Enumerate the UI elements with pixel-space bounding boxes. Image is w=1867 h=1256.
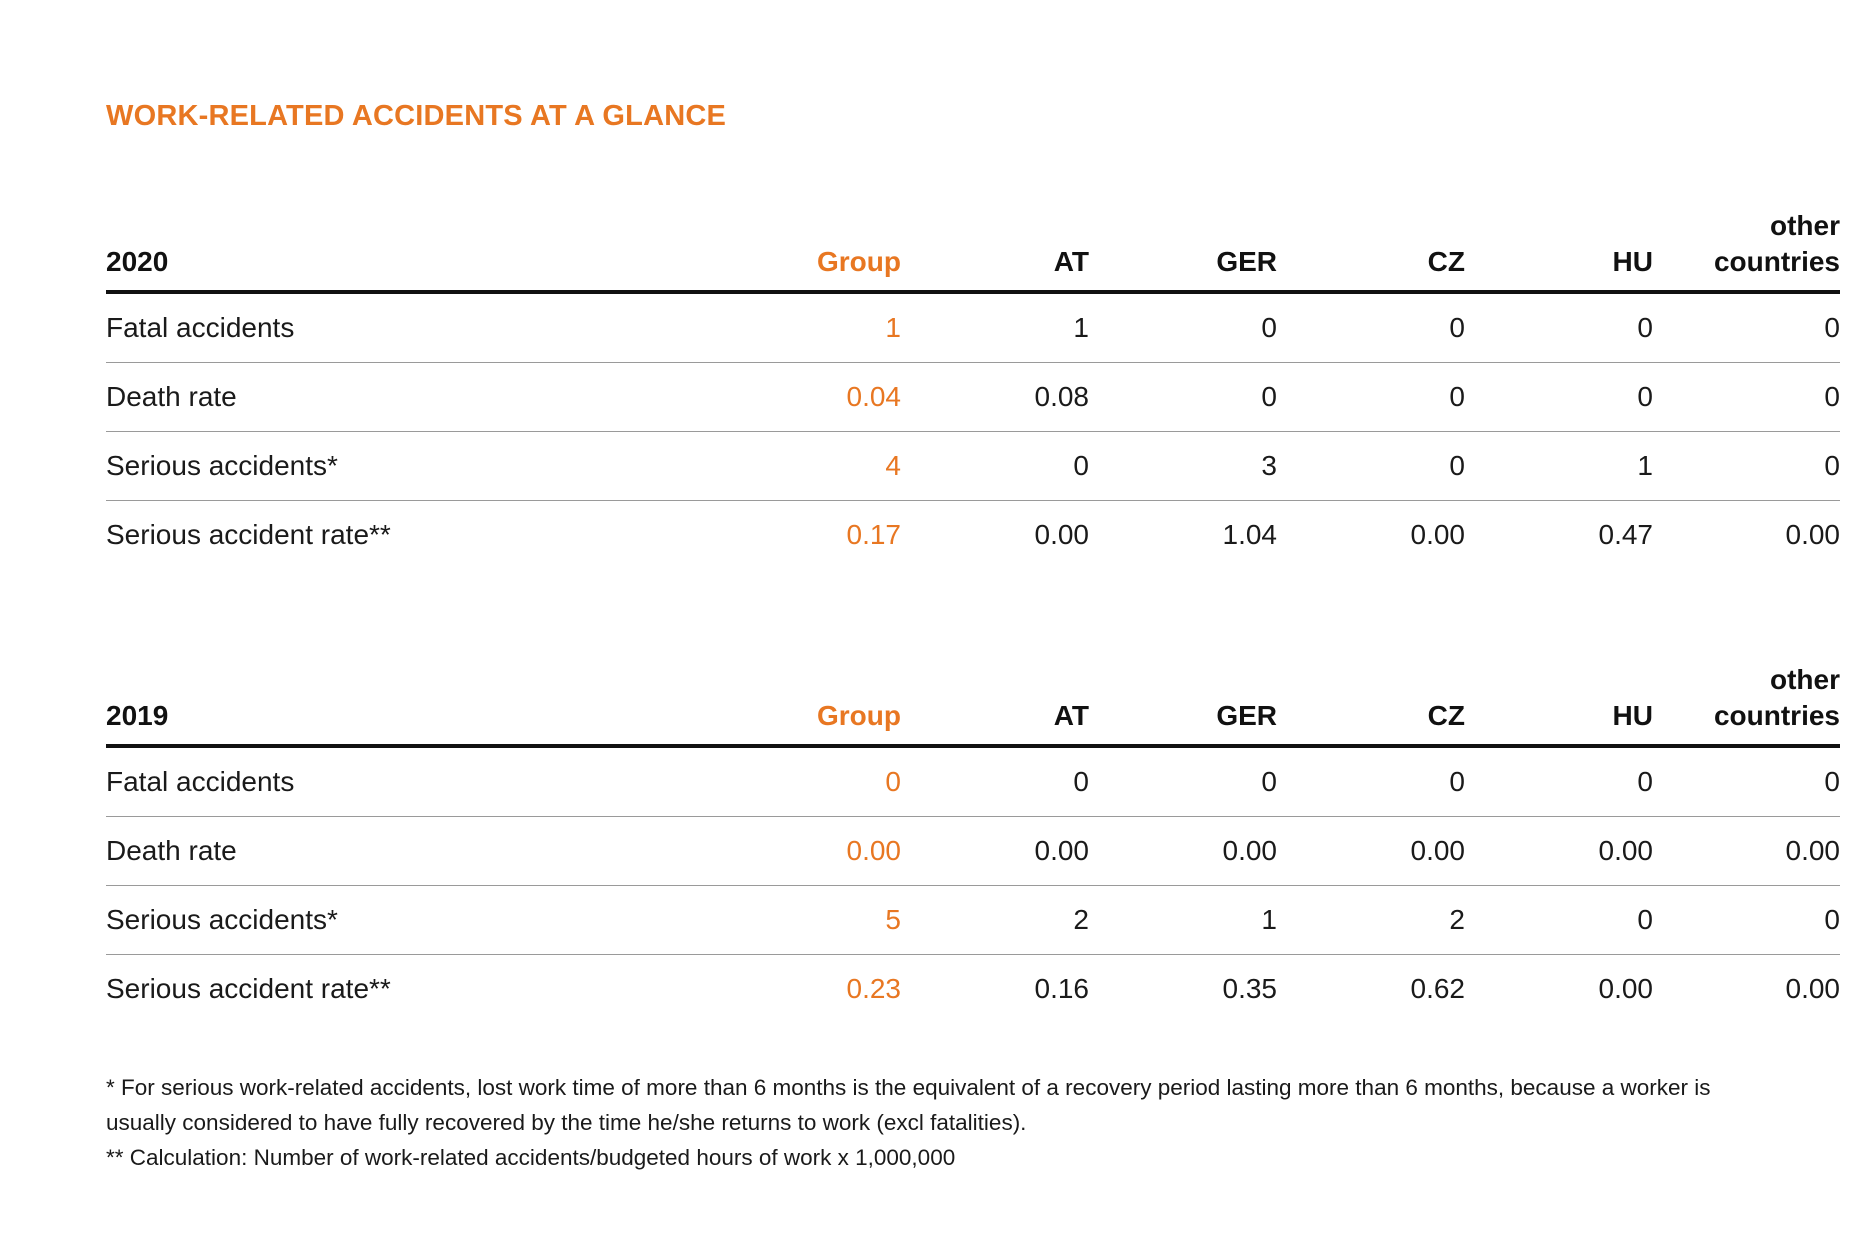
column-header-cz: CZ <box>1277 662 1465 746</box>
cell-at: 0 <box>901 432 1089 501</box>
cell-at: 2 <box>901 886 1089 955</box>
cell-other-countries: 0.00 <box>1653 817 1840 886</box>
cell-hu: 0.00 <box>1465 817 1653 886</box>
cell-group: 5 <box>726 886 901 955</box>
cell-hu: 1 <box>1465 432 1653 501</box>
cell-cz: 0 <box>1277 363 1465 432</box>
cell-ger: 0 <box>1089 746 1277 817</box>
row-label: Death rate <box>106 363 726 432</box>
cell-at: 0.00 <box>1034 519 1089 550</box>
cell-ger: 0.35 <box>1222 973 1277 1004</box>
cell-group: 0 <box>726 746 901 817</box>
table-header-row <box>106 662 1840 746</box>
cell-cz: 2 <box>1277 886 1465 955</box>
column-header-ger: GER <box>1089 208 1277 292</box>
table-row <box>106 432 1840 501</box>
cell-group: 4 <box>726 432 901 501</box>
cell-other-countries: 0 <box>1653 292 1840 363</box>
cell-ger: 1 <box>1089 886 1277 955</box>
column-header-hu: HU <box>1465 662 1653 746</box>
accidents-table-2019 <box>106 662 1840 1023</box>
column-header-at: AT <box>901 662 1089 746</box>
table-row <box>106 363 1840 432</box>
cell-group: 0.17 <box>846 519 901 550</box>
cell-at: 0.00 <box>901 817 1089 886</box>
cell-other-countries: 0.00 <box>1785 519 1840 550</box>
cell-other-countries: 0 <box>1653 363 1840 432</box>
row-label: Serious accidents* <box>106 432 726 501</box>
column-header-hu: HU <box>1465 208 1653 292</box>
cell-hu: 0 <box>1465 363 1653 432</box>
cell-at: 0.16 <box>1034 973 1089 1004</box>
cell-cz: 0 <box>1277 292 1465 363</box>
column-header-group: Group <box>726 662 901 746</box>
column-header-ger: GER <box>1089 662 1277 746</box>
footnotes <box>106 1070 1776 1175</box>
cell-at: 0.08 <box>901 363 1089 432</box>
footnote-calculation: ** Calculation: Number of work-related accidents/budgeted hours of work x 1,000,000 <box>106 1145 956 1170</box>
row-label: Serious accident rate** <box>106 973 391 1004</box>
table-row <box>106 817 1840 886</box>
cell-hu: 0.00 <box>1598 973 1653 1004</box>
cell-hu: 0 <box>1465 292 1653 363</box>
table-row <box>106 955 1840 1024</box>
cell-hu: 0 <box>1465 886 1653 955</box>
cell-ger: 1.04 <box>1222 519 1277 550</box>
cell-at: 0 <box>901 746 1089 817</box>
cell-hu: 0 <box>1465 746 1653 817</box>
cell-other-countries: 0 <box>1653 746 1840 817</box>
row-label: Serious accident rate** <box>106 519 391 550</box>
cell-ger: 0.00 <box>1089 817 1277 886</box>
cell-other-countries: 0 <box>1653 886 1840 955</box>
table-row <box>106 501 1840 570</box>
table-row <box>106 292 1840 363</box>
cell-ger: 0 <box>1089 292 1277 363</box>
cell-group: 0.23 <box>846 973 901 1004</box>
row-label: Fatal accidents <box>106 292 726 363</box>
cell-other-countries: 0 <box>1653 432 1840 501</box>
cell-cz: 0.00 <box>1277 817 1465 886</box>
cell-other-countries: 0.00 <box>1785 973 1840 1004</box>
row-label: Fatal accidents <box>106 746 726 817</box>
table-header-row <box>106 208 1840 292</box>
cell-cz: 0 <box>1277 746 1465 817</box>
cell-cz: 0.00 <box>1410 519 1465 550</box>
page-title: WORK-RELATED ACCIDENTS AT A GLANCE <box>106 100 727 132</box>
column-header-other-countries: other countries <box>1653 662 1840 746</box>
cell-at: 1 <box>901 292 1089 363</box>
column-header-cz: CZ <box>1277 208 1465 292</box>
cell-ger: 3 <box>1089 432 1277 501</box>
cell-ger: 0 <box>1089 363 1277 432</box>
row-label: Death rate <box>106 817 726 886</box>
cell-group: 0.00 <box>726 817 901 886</box>
footnote-serious-accidents: * For serious work-related accidents, lost work time of more than 6 months is the equivalent of a recovery period lasting more than 6 months, because a worker is usually considered to have fully recovered by the time he/she returns to work (excl fatalities). <box>106 1075 1711 1135</box>
year-header: 2020 <box>106 208 726 292</box>
row-label: Serious accidents* <box>106 886 726 955</box>
column-header-group: Group <box>726 208 901 292</box>
table-row <box>106 746 1840 817</box>
accidents-table-2020 <box>106 208 1840 569</box>
cell-group: 0.04 <box>726 363 901 432</box>
cell-hu: 0.47 <box>1598 519 1653 550</box>
table-row <box>106 886 1840 955</box>
cell-group: 1 <box>726 292 901 363</box>
column-header-other-countries: other countries <box>1653 208 1840 292</box>
cell-cz: 0 <box>1277 432 1465 501</box>
year-header: 2019 <box>106 662 726 746</box>
column-header-at: AT <box>901 208 1089 292</box>
cell-cz: 0.62 <box>1410 973 1465 1004</box>
